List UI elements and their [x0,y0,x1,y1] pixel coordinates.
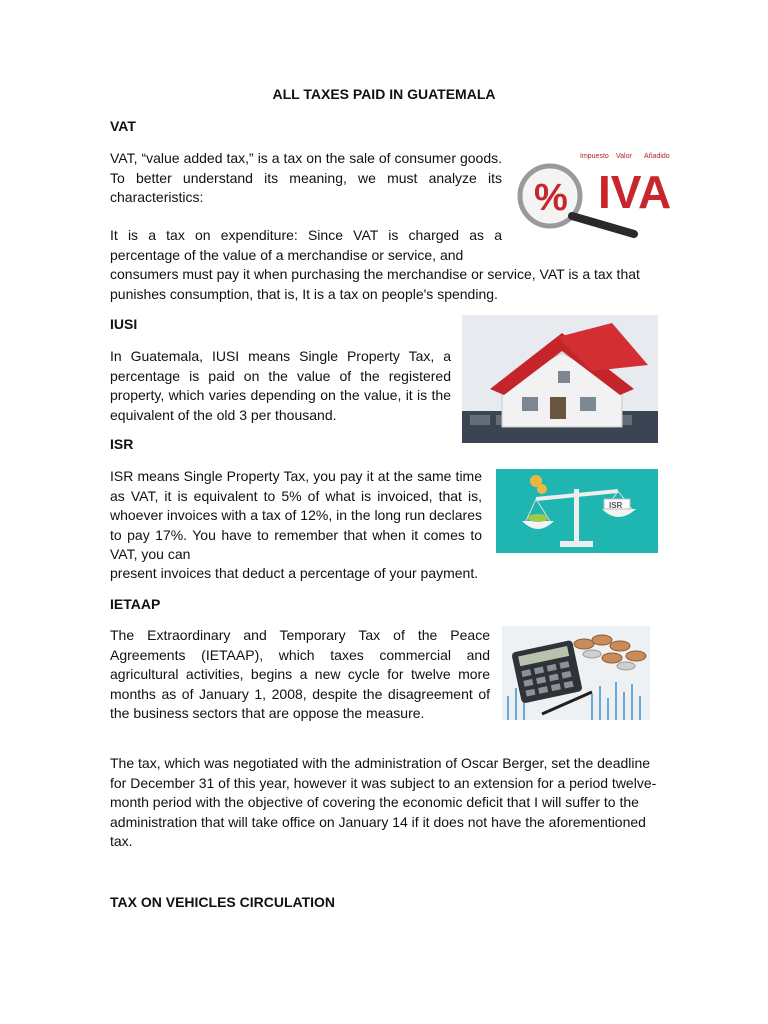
isr-label: ISR [609,501,623,510]
page-title: ALL TAXES PAID IN GUATEMALA [272,86,496,102]
iusi-paragraph: In Guatemala, IUSI means Single Property Tax, a percentage is paid on the value of the registered property, which varies depending on the value, it is the equivalent of the old 3 per thousand. [110,348,451,423]
ietaap-paragraph-2: The tax, which was negotiated with the administration of Oscar Berger, set the deadline for December 31 of this year, however it was subject to an extension for a period twelve-month period with the objective of covering the economic deficit that I will suffer to the administration that will take office on January 14 if it does not have the aforementioned tax. [110,755,657,849]
vehicles-heading: TAX ON VEHICLES CIRCULATION [110,894,336,910]
calculator-coins-icon [502,626,650,720]
house-model-icon [462,315,658,443]
scale-balance-icon [496,469,658,553]
iva-label-impuesto: Impuesto [580,153,609,160]
isr-heading: ISR [110,436,134,452]
vat-paragraph-2a: It is a tax on expenditure: Since VAT is charged as a percentage of the value of a merchandise or service, and [110,227,502,263]
isr-paragraph-b: present invoices that deduct a percentage of your payment. [110,565,479,581]
iva-big-text: IVA [598,166,672,218]
iva-magnifier-icon [516,146,676,238]
iusi-heading: IUSI [110,316,138,332]
isr-paragraph-a: ISR means Single Property Tax, you pay it at the same time as VAT, it is equivalent to 5% of what is invoiced, that is, whoever invoices with a tax of 12%, in the long run declares to pay 17%. You have to remember that when it comes to VAT, you can [110,468,482,562]
iva-label-anadido: Añadido [644,153,670,160]
ietaap-paragraph: The Extraordinary and Temporary Tax of the Peace Agreements (IETAAP), which taxes commercial and agricultural activities, begins a new cycle for twelve more months as of January 1, 2008, despite the disagreement of the business sectors that are oppose the measure. [110,627,490,721]
vat-paragraph-2b: consumers must pay it when purchasing the merchandise or service, VAT is a tax that punishes consumption, that is, It is a tax on people's spending. [110,266,640,302]
vat-heading: VAT [110,118,136,134]
vat-paragraph-1: VAT, “value added tax,” is a tax on the sale of consumer goods. To better understand its meaning, we must analyze its characteristics: [110,150,502,205]
iva-label-valor: Valor [616,153,632,160]
ietaap-heading: IETAAP [110,596,161,612]
percent-symbol: % [534,177,568,219]
